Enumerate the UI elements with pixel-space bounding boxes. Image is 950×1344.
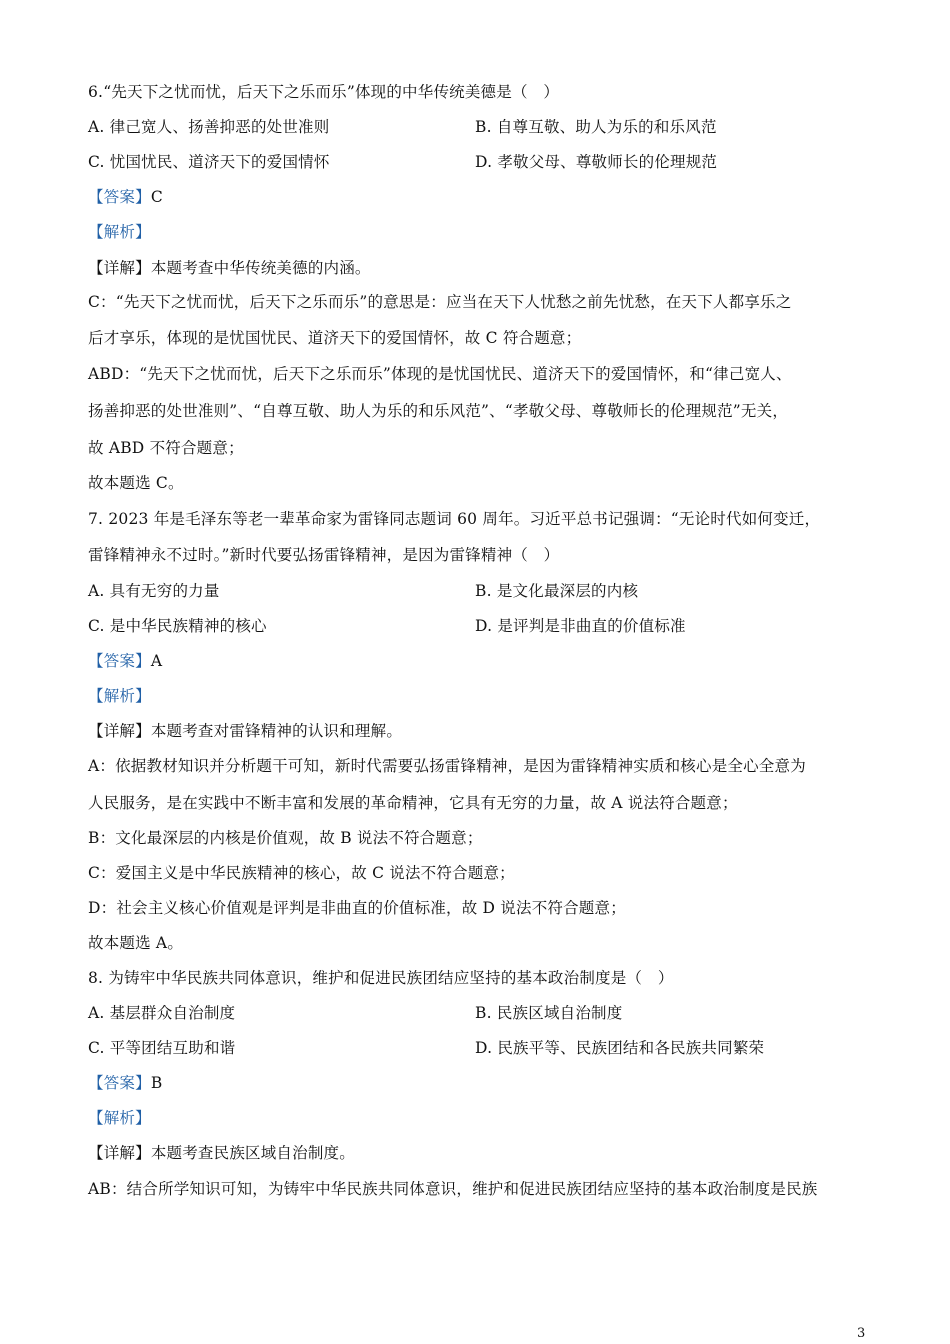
question-6-detail bbox=[88, 258, 371, 278]
question-6-line: 扬善抑恶的处世准则”、“自尊互敬、助人为乐的和乐风范”、“孝敬父母、尊敬师长的伦理规范”无关， bbox=[88, 402, 789, 420]
page-number: 3 bbox=[857, 1326, 866, 1341]
answer-value: C bbox=[150, 188, 163, 206]
detail-tag: 【详解】 bbox=[88, 722, 151, 740]
question-6-option-b: B. 自尊互敬、助人为乐的和乐风范 bbox=[475, 118, 717, 136]
question-8-option-b: B. 民族区域自治制度 bbox=[475, 1004, 623, 1022]
question-7-answer bbox=[88, 651, 162, 671]
question-7-option-a: A. 具有无穷的力量 bbox=[88, 582, 220, 600]
detail-text: 本题考查中华传统美德的内涵。 bbox=[150, 259, 371, 277]
question-7-option-b: B. 是文化最深层的内核 bbox=[475, 582, 639, 600]
question-6-line: 故本题选 C。 bbox=[88, 474, 184, 492]
question-7-stem: 雷锋精神永不过时。”新时代要弘扬雷锋精神，是因为雷锋精神（ ） bbox=[88, 546, 560, 564]
question-7-line: A：依据教材知识并分析题干可知，新时代需要弘扬雷锋精神，是因为雷锋精神实质和核心是全心全意为 bbox=[88, 757, 806, 775]
question-8-option-a: A. 基层群众自治制度 bbox=[88, 1004, 236, 1022]
detail-tag: 【详解】 bbox=[88, 1144, 151, 1162]
detail-text: 本题考查民族区域自治制度。 bbox=[150, 1144, 355, 1162]
question-8-detail bbox=[88, 1143, 355, 1163]
question-8-option-c: C. 平等团结互助和谐 bbox=[88, 1039, 236, 1057]
question-7-option-c: C. 是中华民族精神的核心 bbox=[88, 617, 267, 635]
question-6-line: 故 ABD 不符合题意； bbox=[88, 439, 244, 457]
answer-tag: 【答案】 bbox=[88, 188, 151, 206]
question-7-line: 故本题选 A。 bbox=[88, 934, 184, 952]
question-6-line: ABD：“先天下之忧而忧，后天下之乐而乐”体现的是忧国忧民、道济天下的爱国情怀，和“律己宽人、 bbox=[88, 365, 792, 383]
question-6-analysis-tag: 【解析】 bbox=[88, 223, 151, 241]
question-7-analysis-tag: 【解析】 bbox=[88, 687, 151, 705]
detail-tag: 【详解】 bbox=[88, 259, 151, 277]
answer-tag: 【答案】 bbox=[88, 652, 151, 670]
question-7-detail bbox=[88, 721, 402, 741]
question-8-analysis-tag: 【解析】 bbox=[88, 1109, 151, 1127]
question-7-stem: 7. 2023 年是毛泽东等老一辈革命家为雷锋同志题词 60 周年。习近平总书记强调：“无论时代如何变迁， bbox=[88, 510, 821, 528]
answer-tag: 【答案】 bbox=[88, 1074, 151, 1092]
question-8-stem: 8. 为铸牢中华民族共同体意识，维护和促进民族团结应坚持的基本政治制度是（ ） bbox=[88, 969, 674, 987]
question-6-option-c: C. 忧国忧民、道济天下的爱国情怀 bbox=[88, 153, 330, 171]
question-7-line: B：文化最深层的内核是价值观，故 B 说法不符合题意； bbox=[88, 829, 483, 847]
question-6-line: 后才享乐，体现的是忧国忧民、道济天下的爱国情怀，故 C 符合题意； bbox=[88, 329, 582, 347]
question-7-line: D：社会主义核心价值观是评判是非曲直的价值标准，故 D 说法不符合题意； bbox=[88, 899, 626, 917]
question-6-option-d: D. 孝敬父母、尊敬师长的伦理规范 bbox=[475, 153, 718, 171]
answer-value: B bbox=[150, 1074, 163, 1092]
question-6-option-a: A. 律己宽人、扬善抑恶的处世准则 bbox=[88, 118, 330, 136]
question-6-line: C：“先天下之忧而忧，后天下之乐而乐”的意思是：应当在天下人忧愁之前先忧愁，在天下人都享乐之 bbox=[88, 293, 792, 311]
question-8-option-d: D. 民族平等、民族团结和各民族共同繁荣 bbox=[475, 1039, 765, 1057]
question-7-line: 人民服务，是在实践中不断丰富和发展的革命精神，它具有无穷的力量，故 A 说法符合题意； bbox=[88, 794, 738, 812]
question-8-line: AB：结合所学知识可知，为铸牢中华民族共同体意识，维护和促进民族团结应坚持的基本政治制度是民族 bbox=[88, 1180, 818, 1198]
question-7-line: C：爱国主义是中华民族精神的核心，故 C 说法不符合题意； bbox=[88, 864, 515, 882]
question-8-answer bbox=[88, 1073, 162, 1093]
question-6-stem: 6.“先天下之忧而忧，后天下之乐而乐”体现的中华传统美德是（ ） bbox=[88, 83, 560, 101]
question-6-answer bbox=[88, 187, 163, 207]
answer-value: A bbox=[150, 652, 163, 670]
detail-text: 本题考查对雷锋精神的认识和理解。 bbox=[150, 722, 403, 740]
question-7-option-d: D. 是评判是非曲直的价值标准 bbox=[475, 617, 686, 635]
